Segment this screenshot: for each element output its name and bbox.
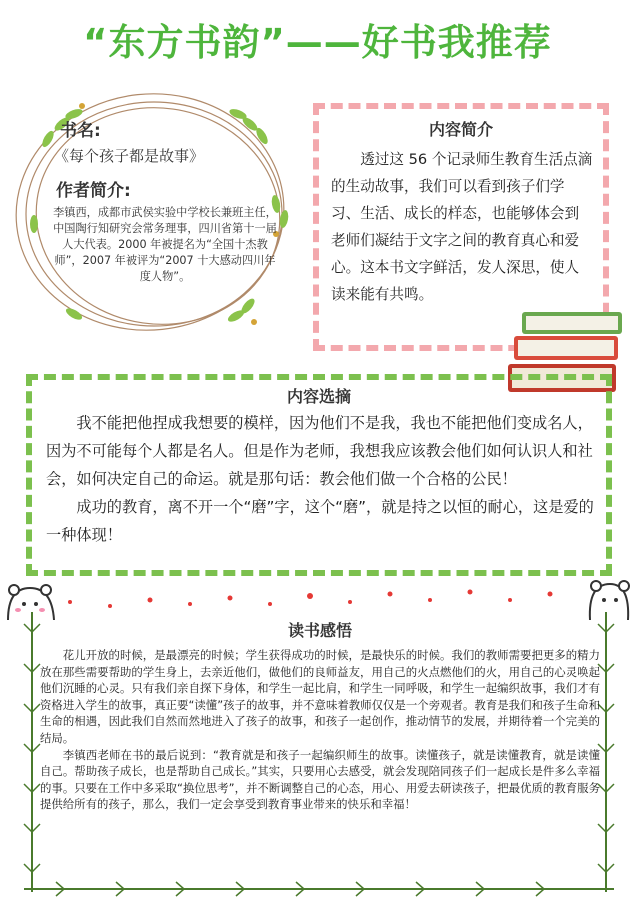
book-name: 《每个孩子都是故事》 [54,147,205,165]
reflection-heading: 读书感悟 [287,621,352,640]
hearts-decoration [50,582,586,612]
reflection-paragraph: 李镇西老师在书的最后说到：“教育就是和孩子一起编织师生的故事。读懂孩子，就是读懂教育，就是读懂自己。帮助孩子成长，也是帮助自己成长。”其实，只要用心去感受，就会发现陪同孩子们一起成长是件多么幸福的事。只要在工作中多采取“换位思考”，并不断调整自己的心态，用心、用爱去研读孩子，把最优质的教育服务提供给所有的孩子，那么，我们一定会享受到教育事业带来的快乐和幸福！ [40,747,600,812]
book-info [50,116,280,285]
reflection-section [40,618,600,813]
summary-text: 透过这 56 个记录师生教育生活点滴的生动故事，我们可以看到孩子们学习、生活、成长的样态，也能够体会到老师们凝结于文字之间的教育真心和爱心。这本书文字鲜活，发人深思，使人读来能有共鸣。 [331,151,593,303]
book-name-label: 书名: [60,121,101,141]
reflection-paragraph: 花儿开放的时候，是最漂亮的时候；学生获得成功的时候，是最快乐的时候。我们的教师需要把更多的精力放在那些需要帮助的学生身上，去亲近他们，做他们的良师益友，用自己的火点燃他们的火，用自己的心灵唤起他们沉睡的心灵。只有我们亲自探下身体，和学生一起比肩，和学生一同呼吸，和学生一起编织故事，我们才有资格进入学生的故事，真正要“读懂”孩子的故事，并不意味着教师仅仅是一个旁观者。教育是我们和孩子生命和生命的相遇，因此我们自然而然地进入了孩子的故事，和孩子一起创作，推动情节的发展，并期待着一个完美的结局。 [40,648,600,745]
summary-heading: 内容简介 [428,120,493,139]
vine-border-bottom [24,880,614,898]
author-label: 作者简介: [56,181,131,201]
excerpt-paragraph: 我不能把他捏成我想要的模样，因为他们不是我，我也不能把他们变成名人，因为不可能每个人都是名人。但是作为老师，我想我应该教会他们如何认识人和社会，如何决定自己的命运。就是那句话：教会他们做一个合格的公民！ [46,414,593,488]
excerpt-box [26,374,612,576]
excerpt-heading: 内容选摘 [286,387,351,406]
author-bio: 李镇西，成都市武侯实验中学校长兼班主任，中国陶行知研究会常务理事，四川省第十一届人大代表。2000 年被提名为“全国十杰教师”，2007 年被评为“2007 十大感动四川年度人物”。 [53,206,277,283]
page-title: “东方书韵”——好书我推荐 [83,21,552,64]
excerpt-paragraph: 成功的教育，离不开一个“磨”字，这个“磨”，就是持之以恒的耐心，这是爱的一种体现！ [46,498,594,544]
